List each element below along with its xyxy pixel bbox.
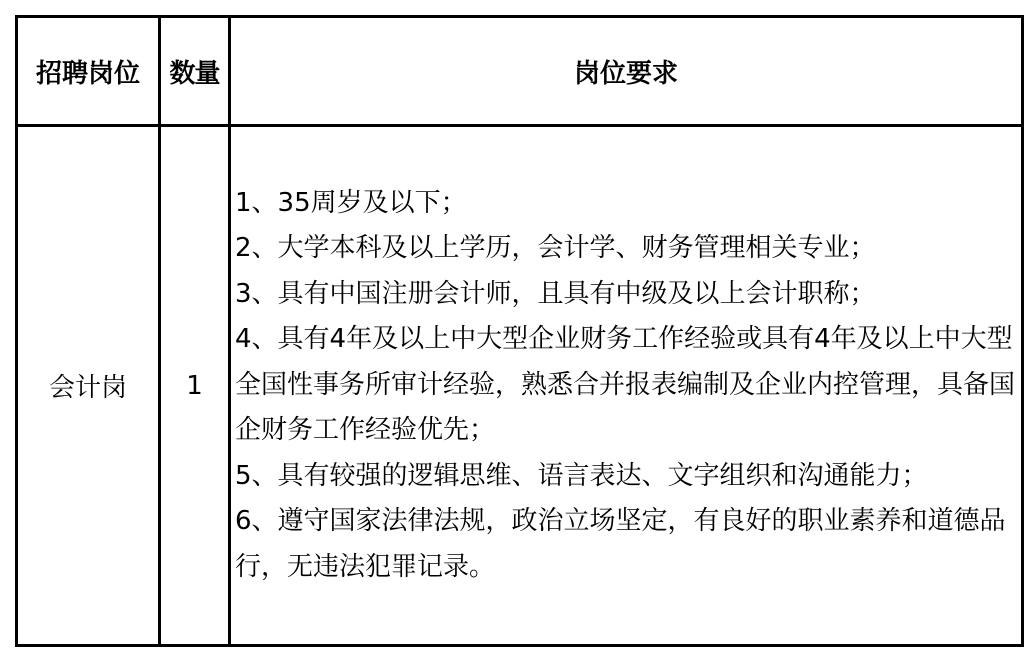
requirement-item: 3、具有中国注册会计师，且具有中级及以上会计职称；: [235, 278, 876, 309]
requirement-item: 1、35周岁及以下；: [235, 187, 467, 218]
header-quantity: 数量: [160, 17, 230, 126]
cell-quantity: 1: [160, 126, 230, 646]
cell-requirements: [230, 126, 1023, 646]
recruitment-table: [15, 15, 1024, 647]
table-header-row: [17, 17, 1023, 126]
requirement-item: 5、具有较强的逻辑思维、语言表达、文字组织和沟通能力；: [235, 460, 928, 491]
requirement-item: 6、遵守国家法律法规，政治立场坚定，有良好的职业素养和道德品行，无违法犯罪记录。: [235, 506, 1006, 582]
requirement-item: 4、具有4年及以上中大型企业财务工作经验或具有4年及以上中大型全国性事务所审计经验，熟悉合并报表编制及企业内控管理，具备国企财务工作经验优先；: [235, 324, 1016, 446]
requirement-item: 2、大学本科及以上学历，会计学、财务管理相关专业；: [235, 233, 876, 264]
header-requirements: 岗位要求: [230, 17, 1023, 126]
requirements-list: [235, 181, 1015, 591]
recruitment-table-container: [15, 15, 1021, 647]
cell-position: 会计岗: [17, 126, 160, 646]
table-row: [17, 126, 1023, 646]
header-position: 招聘岗位: [17, 17, 160, 126]
